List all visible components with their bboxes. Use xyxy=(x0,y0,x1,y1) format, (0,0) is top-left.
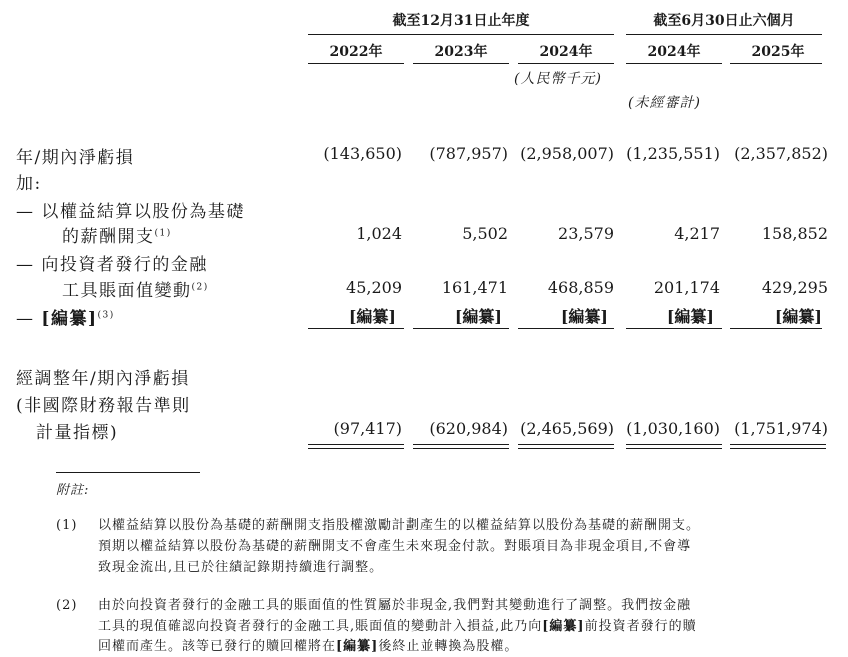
adjusted-2025-h1: (1,751,974) xyxy=(734,419,828,438)
header-six-months: 截至6月30日止六個月 xyxy=(653,13,795,29)
unaudited-note: (未經審計) xyxy=(628,95,701,111)
redacted-2024: [編纂] xyxy=(560,307,608,326)
notes-divider xyxy=(56,472,200,473)
total-rule-b-2023 xyxy=(413,448,509,449)
note-2-line-2: 工具的現值確認向投資者發行的金融工具,賬面值的變動計入損益,此乃向[編纂]前投資者發行的贖 xyxy=(98,619,697,634)
header-rule-full-year xyxy=(308,34,614,35)
year-2025-h1: 2025年 xyxy=(751,44,805,60)
total-rule-b-2022 xyxy=(308,448,404,449)
year-2022: 2022年 xyxy=(329,44,383,60)
share-comp-2025-h1: 158,852 xyxy=(761,224,828,243)
subtotal-rule-2022 xyxy=(308,328,404,329)
adjusted-2024: (2,465,569) xyxy=(520,419,614,438)
subtotal-rule-2024 xyxy=(518,328,614,329)
total-rule-a-2022 xyxy=(308,444,404,445)
row-label-add: 加: xyxy=(16,174,42,194)
net-loss-2025-h1: (2,357,852) xyxy=(734,144,828,163)
year-rule-2024 xyxy=(518,63,614,64)
total-rule-a-2025-h1 xyxy=(730,444,826,445)
total-rule-b-2024-h1 xyxy=(626,448,722,449)
net-loss-2024-h1: (1,235,551) xyxy=(626,144,720,163)
total-rule-a-2024 xyxy=(518,444,614,445)
fv-change-2023: 161,471 xyxy=(441,278,508,297)
note-1-number: (1) xyxy=(56,518,78,533)
total-rule-b-2025-h1 xyxy=(730,448,826,449)
year-rule-2025-h1 xyxy=(730,63,822,64)
note-ref-1: (1) xyxy=(154,228,172,239)
total-rule-a-2023 xyxy=(413,444,509,445)
note-2-number: (2) xyxy=(56,598,78,613)
row-label-fv-change-1: — 向投資者發行的金融 xyxy=(16,255,208,275)
note-1-line-1: 以權益結算以股份為基礎的薪酬開支指股權激勵計劃產生的以權益結算以股份為基礎的薪酬開支。 xyxy=(98,518,701,533)
note-1-line-3: 致現金流出,且已於往績記錄期持續進行調整。 xyxy=(98,560,384,575)
total-rule-a-2024-h1 xyxy=(626,444,722,445)
header-full-year: 截至12月31日止年度 xyxy=(392,13,530,29)
fv-change-2024: 468,859 xyxy=(547,278,614,297)
row-label-share-comp-2: 的薪酬開支$^{(1)}$ xyxy=(62,227,172,247)
note-1-line-2: 預期以權益結算以股份為基礎的薪酬開支不會產生未來現金付款。對賬項目為非現金項目,不會導 xyxy=(98,539,692,554)
total-rule-b-2024 xyxy=(518,448,614,449)
row-label-adjusted-1: 經調整年/期內淨虧損 xyxy=(16,369,190,389)
fv-change-2024-h1: 201,174 xyxy=(653,278,720,297)
notes-title: 附註: xyxy=(56,483,90,498)
year-2023: 2023年 xyxy=(434,44,488,60)
row-label-adjusted-2: (非國際財務報告準則 xyxy=(16,396,191,416)
share-comp-2024-h1: 4,217 xyxy=(674,224,720,243)
year-rule-2023 xyxy=(413,63,509,64)
adjusted-2023: (620,984) xyxy=(429,419,508,438)
row-label-net-loss: 年/期內淨虧損 xyxy=(16,148,135,168)
share-comp-2023: 5,502 xyxy=(462,224,508,243)
header-rule-six-months xyxy=(626,34,822,35)
row-label-redacted: — [編纂]$^{(3)}$ xyxy=(16,309,115,329)
fv-change-2022: 45,209 xyxy=(346,278,402,297)
note-ref-2: (2) xyxy=(191,282,209,293)
currency-note: (人民幣千元) xyxy=(514,71,602,87)
year-2024: 2024年 xyxy=(539,44,593,60)
redacted-2025-h1: [編纂] xyxy=(774,307,822,326)
row-label-fv-change-2: 工具賬面值變動$^{(2)}$ xyxy=(62,281,209,301)
subtotal-rule-2024-h1 xyxy=(626,328,722,329)
redacted-2022: [編纂] xyxy=(348,307,396,326)
net-loss-2022: (143,650) xyxy=(323,144,402,163)
redacted-2023: [編纂] xyxy=(454,307,502,326)
row-label-share-comp-1: — 以權益結算以股份為基礎 xyxy=(16,202,245,222)
adjusted-2024-h1: (1,030,160) xyxy=(626,419,720,438)
note-2-line-1: 由於向投資者發行的金融工具的賬面值的性質屬於非現金,我們對其變動進行了調整。我們按金融 xyxy=(98,598,692,613)
subtotal-rule-2023 xyxy=(413,328,509,329)
share-comp-2022: 1,024 xyxy=(356,224,402,243)
net-loss-2023: (787,957) xyxy=(429,144,508,163)
row-label-adjusted-3: 計量指標) xyxy=(36,423,119,443)
year-2024-h1: 2024年 xyxy=(647,44,701,60)
year-rule-2022 xyxy=(308,63,404,64)
year-rule-2024-h1 xyxy=(626,63,722,64)
fv-change-2025-h1: 429,295 xyxy=(761,278,828,297)
adjusted-2022: (97,417) xyxy=(333,419,402,438)
redacted-2024-h1: [編纂] xyxy=(666,307,714,326)
note-2-line-3: 回權而產生。該等已發行的贖回權將在[編纂]後終止並轉換為股權。 xyxy=(98,639,519,654)
subtotal-rule-2025-h1 xyxy=(730,328,822,329)
note-ref-3: (3) xyxy=(97,310,115,321)
net-loss-2024: (2,958,007) xyxy=(520,144,614,163)
share-comp-2024: 23,579 xyxy=(558,224,614,243)
